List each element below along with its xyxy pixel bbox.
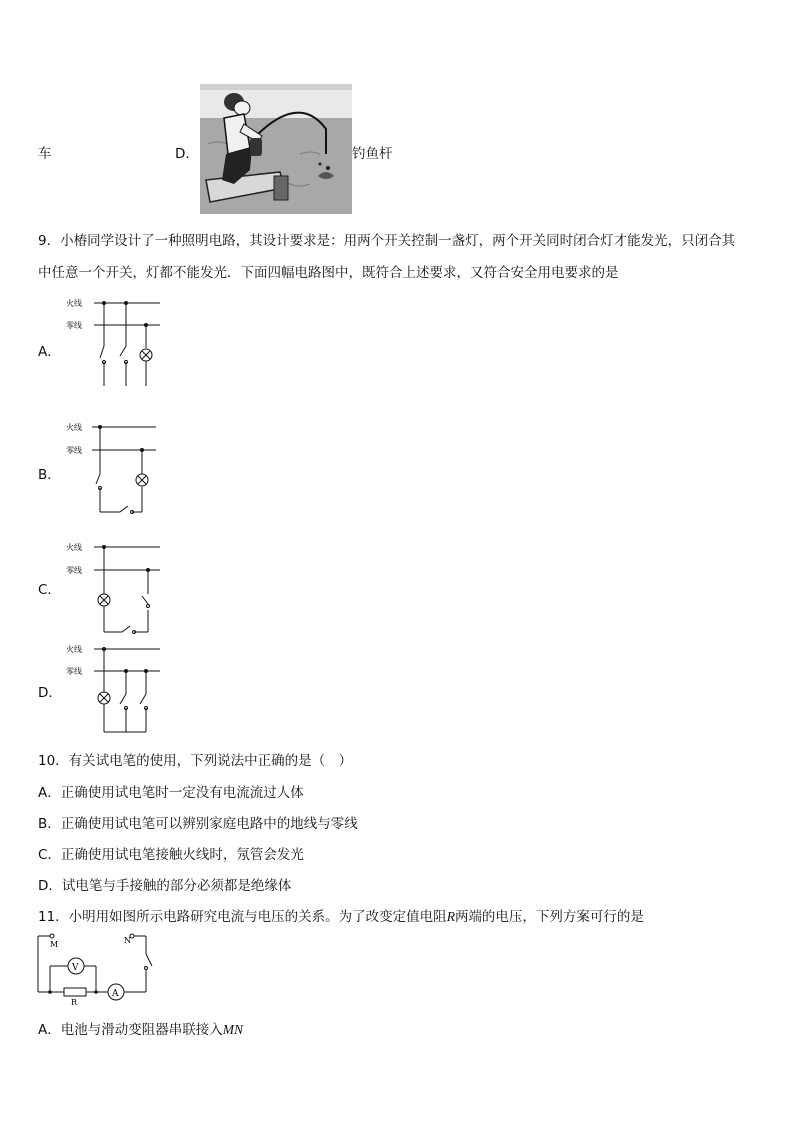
q9-option-a-label: A． — [38, 344, 61, 360]
q11-option-a — [38, 1018, 243, 1038]
q9-stem-line1: 9．小椿同学设计了一种照明电路，其设计要求是：用两个开关控制一盏灯，两个开关同时闭合灯才能发光，只闭合其 — [38, 233, 736, 249]
q10-option-d: D．试电笔与手接触的部分必须都是绝缘体 — [38, 878, 292, 894]
fishing-illustration — [200, 84, 352, 214]
q9-option-b-label: B． — [38, 467, 61, 483]
neutral-wire-label: 零线 — [66, 566, 82, 575]
q9-option-d-label: D． — [38, 685, 62, 701]
q9-option-a-circuit — [62, 294, 162, 390]
q10-option-c: C．正确使用试电笔接触火线时，氖管会发光 — [38, 847, 304, 863]
q11-stem — [38, 905, 644, 925]
q9-option-b-circuit — [62, 416, 162, 516]
q10-option-b: B．正确使用试电笔可以辨别家庭电路中的地线与零线 — [38, 816, 358, 832]
terminal-m-label: M — [50, 940, 59, 949]
ammeter-label: A — [112, 989, 119, 999]
neutral-wire-label: 零线 — [66, 667, 82, 676]
live-wire-label: 火线 — [66, 543, 82, 552]
voltmeter-label: V — [72, 963, 79, 973]
q10-option-a: A．正确使用试电笔时一定没有电流流过人体 — [38, 785, 304, 801]
q9-option-c-circuit — [62, 538, 162, 636]
answer-fragment-car: 车 — [38, 146, 52, 162]
q11-stem-post: 两端的电压，下列方案可行的是 — [454, 909, 644, 925]
q10-stem: 10．有关试电笔的使用，下列说法中正确的是（ ） — [38, 753, 353, 769]
fishing-rod-label: 钓鱼杆 — [352, 146, 393, 162]
q11-stem-pre: 11．小明用如图所示电路研究电流与电压的关系。为了改变定值电阻 — [38, 909, 447, 925]
q9-option-c-label: C． — [38, 582, 61, 598]
q11-stem-var-r: R — [446, 909, 455, 924]
live-wire-label: 火线 — [66, 423, 82, 432]
q11-option-a-text: A．电池与滑动变阻器串联接入 — [38, 1022, 223, 1038]
terminal-n-label: N — [124, 936, 131, 945]
live-wire-label: 火线 — [66, 645, 82, 654]
option-d-label: D． — [175, 146, 199, 162]
live-wire-label: 火线 — [66, 299, 82, 308]
q11-circuit-diagram — [36, 930, 160, 1007]
q9-option-d-circuit — [62, 640, 162, 736]
neutral-wire-label: 零线 — [66, 446, 82, 455]
q11-option-a-var-mn: MN — [222, 1022, 243, 1037]
resistor-label: R — [71, 998, 78, 1007]
q9-stem-line2: 中任意一个开关，灯都不能发光．下面四幅电路图中，既符合上述要求，又符合安全用电要求的是 — [38, 265, 619, 281]
neutral-wire-label: 零线 — [66, 321, 82, 330]
